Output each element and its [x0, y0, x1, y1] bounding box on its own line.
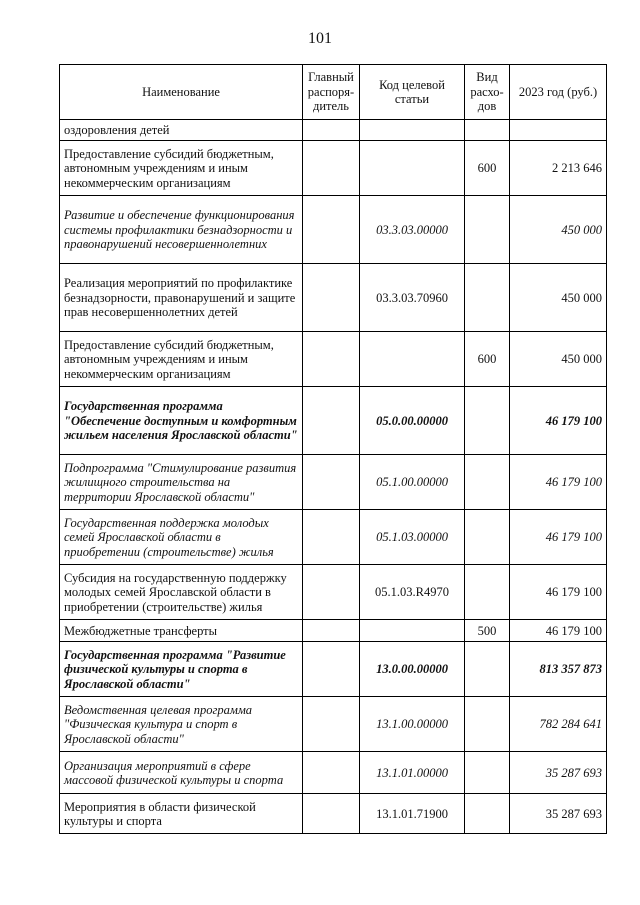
row-grs-cell: [303, 141, 360, 196]
row-sum-cell: 450 000: [510, 332, 607, 387]
row-name-cell: Государственная программа "Развитие физической культуры и спорта в Ярославской области": [60, 642, 303, 697]
table-header-row: [60, 65, 607, 120]
budget-table: [59, 64, 607, 834]
row-code-cell: [360, 141, 465, 196]
row-code-cell: 13.1.01.71900: [360, 794, 465, 834]
row-grs-cell: [303, 264, 360, 332]
table-row: [60, 565, 607, 620]
row-grs-cell: [303, 752, 360, 794]
row-vid-cell: [465, 196, 510, 264]
row-code-cell: 13.0.00.00000: [360, 642, 465, 697]
table-row: [60, 697, 607, 752]
row-vid-cell: 600: [465, 332, 510, 387]
table-row: [60, 794, 607, 834]
row-code-cell: 05.1.00.00000: [360, 455, 465, 510]
row-code-cell: [360, 332, 465, 387]
row-name-cell: Предоставление субсидий бюджетным, автономным учреждениям и иным некоммерческим организациям: [60, 141, 303, 196]
row-grs-cell: [303, 455, 360, 510]
row-name-cell: Государственная программа "Обеспечение доступным и комфортным жильем населения Ярославской области": [60, 387, 303, 455]
row-code-cell: [360, 120, 465, 141]
row-sum-cell: 450 000: [510, 264, 607, 332]
row-name-cell: Подпрограмма "Стимулирование развития жилищного строительства на территории Ярославской области": [60, 455, 303, 510]
row-name-cell: Межбюджетные трансферты: [60, 620, 303, 642]
row-sum-cell: 46 179 100: [510, 387, 607, 455]
row-name-cell: Организация мероприятий в сфере массовой физической культуры и спорта: [60, 752, 303, 794]
table-row: [60, 455, 607, 510]
row-sum-cell: 35 287 693: [510, 752, 607, 794]
row-grs-cell: [303, 620, 360, 642]
row-grs-cell: [303, 196, 360, 264]
row-code-cell: 03.3.03.00000: [360, 196, 465, 264]
row-vid-cell: [465, 510, 510, 565]
row-code-cell: [360, 620, 465, 642]
row-grs-cell: [303, 697, 360, 752]
row-grs-cell: [303, 332, 360, 387]
row-vid-cell: 500: [465, 620, 510, 642]
row-code-cell: 05.0.00.00000: [360, 387, 465, 455]
table-row: [60, 620, 607, 642]
row-grs-cell: [303, 387, 360, 455]
row-sum-cell: 46 179 100: [510, 510, 607, 565]
row-vid-cell: [465, 752, 510, 794]
table-row: [60, 196, 607, 264]
row-sum-cell: 46 179 100: [510, 565, 607, 620]
row-sum-cell: 2 213 646: [510, 141, 607, 196]
row-code-cell: 05.1.03.R4970: [360, 565, 465, 620]
header-grs: Главный распоря-дитель: [303, 65, 360, 120]
table-row: [60, 752, 607, 794]
row-grs-cell: [303, 642, 360, 697]
row-vid-cell: [465, 697, 510, 752]
row-name-cell: Ведомственная целевая программа "Физическая культура и спорт в Ярославской области": [60, 697, 303, 752]
row-grs-cell: [303, 510, 360, 565]
row-name-cell: Реализация мероприятий по профилактике безнадзорности, правонарушений и защите прав несовершеннолетних детей: [60, 264, 303, 332]
row-code-cell: 05.1.03.00000: [360, 510, 465, 565]
header-code: Код целевой статьи: [360, 65, 465, 120]
table-row: [60, 120, 607, 141]
row-code-cell: 03.3.03.70960: [360, 264, 465, 332]
row-sum-cell: 46 179 100: [510, 620, 607, 642]
row-sum-cell: [510, 120, 607, 141]
header-name: Наименование: [60, 65, 303, 120]
table-row: [60, 264, 607, 332]
row-vid-cell: [465, 565, 510, 620]
table-row: [60, 332, 607, 387]
table-row: [60, 387, 607, 455]
row-sum-cell: 813 357 873: [510, 642, 607, 697]
row-vid-cell: [465, 120, 510, 141]
page-number: 101: [308, 30, 332, 47]
row-sum-cell: 782 284 641: [510, 697, 607, 752]
row-vid-cell: [465, 455, 510, 510]
row-name-cell: Мероприятия в области физической культуры и спорта: [60, 794, 303, 834]
row-grs-cell: [303, 794, 360, 834]
row-sum-cell: 450 000: [510, 196, 607, 264]
table-row: [60, 642, 607, 697]
row-vid-cell: [465, 794, 510, 834]
header-sum: 2023 год (руб.): [510, 65, 607, 120]
row-name-cell: оздоровления детей: [60, 120, 303, 141]
row-sum-cell: 35 287 693: [510, 794, 607, 834]
row-code-cell: 13.1.01.00000: [360, 752, 465, 794]
row-name-cell: Развитие и обеспечение функционирования системы профилактики безнадзорности и правонарушений несовершеннолетних: [60, 196, 303, 264]
row-sum-cell: 46 179 100: [510, 455, 607, 510]
table-row: [60, 510, 607, 565]
row-name-cell: Субсидия на государственную поддержку молодых семей Ярославской области в приобретении (строительстве) жилья: [60, 565, 303, 620]
row-grs-cell: [303, 565, 360, 620]
row-name-cell: Государственная поддержка молодых семей Ярославской области в приобретении (строительстве) жилья: [60, 510, 303, 565]
header-vid: Вид расхо-дов: [465, 65, 510, 120]
row-vid-cell: 600: [465, 141, 510, 196]
row-code-cell: 13.1.00.00000: [360, 697, 465, 752]
table-row: [60, 141, 607, 196]
row-vid-cell: [465, 642, 510, 697]
row-vid-cell: [465, 387, 510, 455]
row-vid-cell: [465, 264, 510, 332]
row-name-cell: Предоставление субсидий бюджетным, автономным учреждениям и иным некоммерческим организациям: [60, 332, 303, 387]
row-grs-cell: [303, 120, 360, 141]
